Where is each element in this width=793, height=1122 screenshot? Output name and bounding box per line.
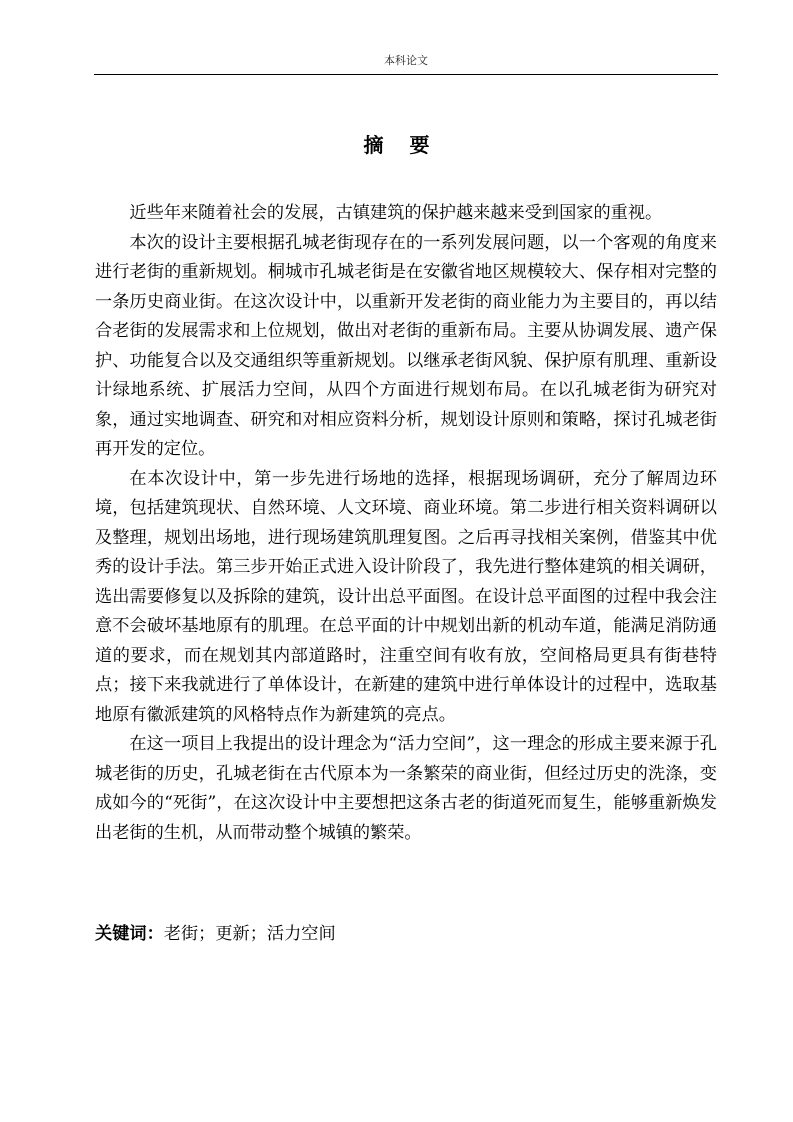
page-title: 摘要: [363, 133, 456, 157]
abstract-paragraph: 近些年来随着社会的发展，古镇建筑的保护越来越来受到国家的重视。: [129, 203, 663, 223]
abstract-paragraph: 在本次设计中，第一步先进行场地的选择，根据现场调研，充分了解周边环境，包括建筑现状、自然环境、人文环境、商业环境。第二步进行相关资料调研以及整理，规划出场地，进行现场建筑肌理复图。之后再寻找相关案例，借鉴其中优秀的设计手法。第三步开始正式进入设计阶段了，我先进行整体建筑的相关调研，选出需要修复以及拆除的建筑，设计出总平面图。在设计总平面图的过程中我会注意不会破坏基地原有的肌理。在总平面的计中规划出新的机动车道，能满足消防通道的要求，而在规划其内部道路时，注重空间有收有放，空间格局更具有街巷特点；接下来我就进行了单体设计，在新建的建筑中进行单体设计的过程中，选取基地原有徽派建筑的风格特点作为新建筑的亮点。: [95, 468, 717, 725]
keywords-value: 老街；更新；活力空间: [163, 924, 336, 944]
keywords-line: [95, 920, 717, 949]
running-title: 本科论文: [384, 54, 428, 67]
keywords-label: 关键词：: [95, 924, 164, 944]
abstract-paragraph: 在这一项目上我提出的设计理念为“活力空间”，这一理念的形成主要来源于孔城老街的历史，孔城老街在古代原本为一条繁荣的商业街，但经过历史的洗涤，变成如今的“死街”，在这次设计中主要想把这条古老的街道死而复生，能够重新焕发出老街的生机，从而带动整个城镇的繁荣。: [95, 734, 717, 843]
page-header: [94, 52, 718, 75]
abstract-paragraph: 本次的设计主要根据孔城老街现存在的一系列发展问题，以一个客观的角度来进行老街的重新规划。桐城市孔城老街是在安徽省地区规模较大、保存相对完整的一条历史商业街。在这次设计中，以重新开发老街的商业能力为主要目的，再以结合老街的发展需求和上位规划，做出对老街的重新布局。主要从协调发展、遗产保护、功能复合以及交通组织等重新规划。以继承老街风貌、保护原有肌理、重新设计绿地系统、扩展活力空间，从四个方面进行规划布局。在以孔城老街为研究对象，通过实地调查、研究和对相应资料分析，规划设计原则和策略，探讨孔城老街再开发的定位。: [95, 232, 717, 459]
abstract-body: [95, 199, 717, 848]
